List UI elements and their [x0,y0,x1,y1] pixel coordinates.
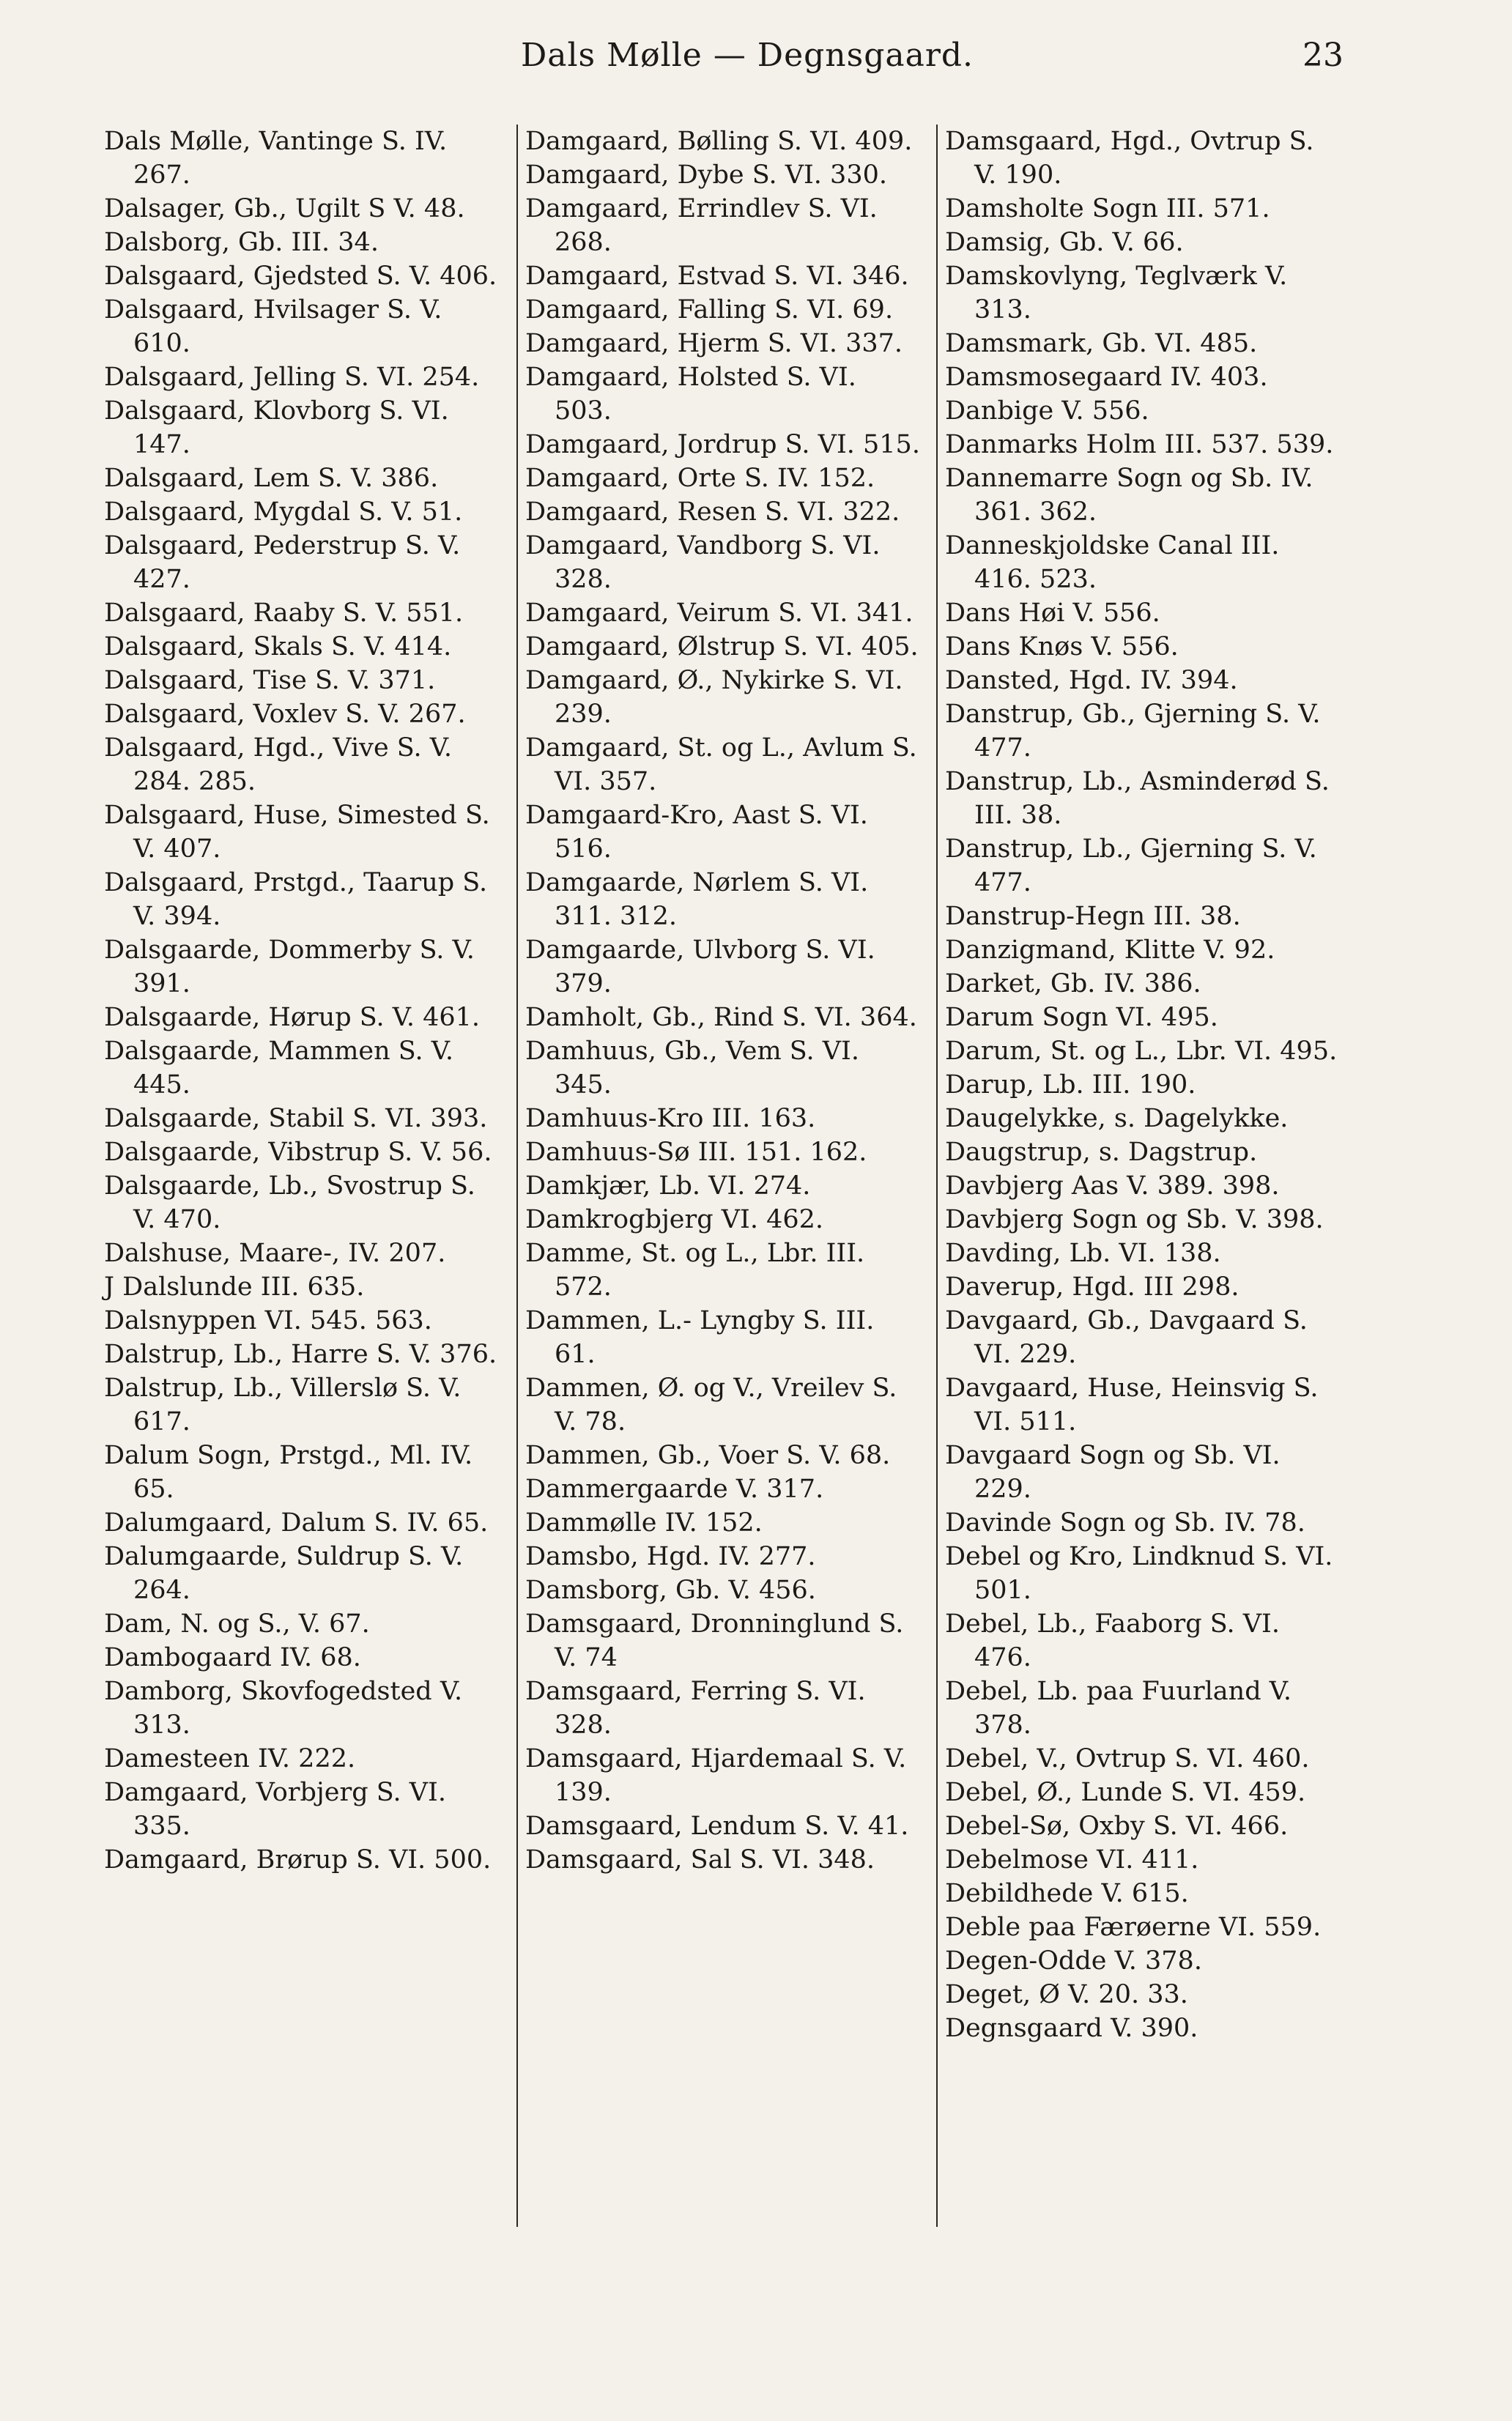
index-entry: Dalsgaard, Gjedsted S. V. 406. [104,262,497,291]
index-entry: Danstrup, Gb., Gjerning S. V. 477. [945,700,1321,763]
index-entry: Damborg, Skovfogedsted V. 313. [104,1677,463,1740]
index-entry: J Dalslunde III. 635. [104,1272,365,1302]
index-entry: Damgaard, St. og L., Avlum S. VI. 357. [525,733,917,796]
index-entry: Dans Knøs V. 556. [945,632,1179,661]
index-entry: Dalshuse, Maare-, IV. 207. [104,1239,446,1268]
index-entry: Davgaard, Gb., Davgaard S. VI. 229. [945,1306,1308,1369]
index-entry: Damsgaard, Lendum S. V. 41. [525,1812,909,1841]
index-entry: Damgaard, Orte S. IV. 152. [525,464,875,493]
index-entry: Damgaard, Resen S. VI. 322. [525,497,900,527]
index-entry: Dalsgaard, Lem S. V. 386. [104,464,439,493]
index-entry: Damgaard-Kro, Aast S. VI. 516. [525,801,868,864]
index-entry: Dalum Sogn, Prstgd., Ml. IV. 65. [104,1441,473,1504]
entry-columns [97,125,1357,2227]
index-entry: Dalsgaard, Skals S. V. 414. [104,632,452,661]
index-entry: Damsbo, Hgd. IV. 277. [525,1542,816,1571]
index-entry: Davding, Lb. VI. 138. [945,1239,1221,1268]
index-entry: Danstrup-Hegn III. 38. [945,902,1241,931]
index-entry: Damsholte Sogn III. 571. [945,194,1270,223]
index-entry: Dalsager, Gb., Ugilt S V. 48. [104,194,465,223]
index-entry: Daverup, Hgd. III 298. [945,1272,1239,1302]
index-entry: Daugelykke, s. Dagelykke. [945,1104,1289,1133]
index-entry: Dalsgaarde, Stabil S. VI. 393. [104,1104,488,1133]
index-entry: Davgaard, Huse, Heinsvig S. VI. 511. [945,1373,1319,1436]
page-number: 23 [1302,37,1344,74]
index-entry: Damgaard, Ølstrup S. VI. 405. [525,632,919,661]
index-entry: Darket, Gb. IV. 386. [945,969,1201,998]
index-entry: Damgaard, Falling S. VI. 69. [525,295,894,325]
index-entry: Damgaarde, Nørlem S. VI. 311. 312. [525,868,869,931]
index-entry: Damgaard, Bølling S. VI. 409. [525,127,913,156]
index-entry: Damsmark, Gb. VI. 485. [945,329,1258,358]
index-entry: Davgaard Sogn og Sb. VI. 229. [945,1441,1281,1504]
index-entry: Davbjerg Aas V. 389. 398. [945,1171,1280,1201]
index-entry: Dannemarre Sogn og Sb. IV. 361. 362. [945,464,1313,527]
index-entry: Debel, Ø., Lunde S. VI. 459. [945,1778,1306,1807]
index-entry: Davbjerg Sogn og Sb. V. 398. [945,1205,1324,1234]
index-entry: Damgaard, Veirum S. VI. 341. [525,598,914,628]
index-entry: Danzigmand, Klitte V. 92. [945,935,1275,965]
column-middle [516,125,936,2227]
index-entry: Damgaard, Hjerm S. VI. 337. [525,329,903,358]
index-entry: Dalumgaarde, Suldrup S. V. 264. [104,1542,464,1605]
index-entry: Damsgaard, Ferring S. VI. 328. [525,1677,866,1740]
index-entry: Davinde Sogn og Sb. IV. 78. [945,1508,1305,1538]
index-entry: Darum, St. og L., Lbr. VI. 495. [945,1037,1338,1066]
index-entry: Dalsgaarde, Lb., Svostrup S. V. 470. [104,1171,475,1234]
index-entry: Dammergaarde V. 317. [525,1475,824,1504]
index-entry: Damkjær, Lb. VI. 274. [525,1171,811,1201]
index-entry: Dammen, Gb., Voer S. V. 68. [525,1441,891,1470]
index-entry: Debelmose VI. 411. [945,1845,1199,1875]
index-entry: Debel og Kro, Lindknud S. VI. 501. [945,1542,1333,1605]
index-entry: Damesteen IV. 222. [104,1744,356,1773]
index-entry: Dammen, L.- Lyngby S. III. 61. [525,1306,875,1369]
index-entry: Damholt, Gb., Rind S. VI. 364. [525,1003,917,1032]
index-entry: Degnsgaard V. 390. [945,2014,1198,2043]
index-entry: Danstrup, Lb., Asminderød S. III. 38. [945,767,1330,830]
index-entry: Damkrogbjerg VI. 462. [525,1205,824,1234]
index-entry: Debel, Lb., Faaborg S. VI. 476. [945,1609,1280,1672]
index-entry: Damgaard, Brørup S. VI. 500. [104,1845,492,1875]
index-entry: Damhuus, Gb., Vem S. VI. 345. [525,1037,859,1100]
index-entry: Damhuus-Sø III. 151. 162. [525,1138,867,1167]
index-entry: Damgaard, Ø., Nykirke S. VI. 239. [525,666,903,729]
index-entry: Dam, N. og S., V. 67. [104,1609,370,1639]
index-entry: Damsgaard, Dronninglund S. V. 74 [525,1609,904,1672]
index-entry: Dalstrup, Lb., Harre S. V. 376. [104,1340,497,1369]
index-entry: Dammen, Ø. og V., Vreilev S. V. 78. [525,1373,897,1436]
index-entry: Dalsgaard, Mygdal S. V. 51. [104,497,463,527]
index-entry: Dalsgaard, Tise S. V. 371. [104,666,436,695]
index-entry: Dambogaard IV. 68. [104,1643,361,1672]
index-entry: Debel, V., Ovtrup S. VI. 460. [945,1744,1310,1773]
index-entry: Dalsgaarde, Vibstrup S. V. 56. [104,1138,492,1167]
index-entry: Darup, Lb. III. 190. [945,1070,1196,1100]
index-entry: Dalsgaarde, Dommerby S. V. 391. [104,935,475,998]
index-entry: Dans Høi V. 556. [945,598,1160,628]
index-entry: Damgaard, Vandborg S. VI. 328. [525,531,881,594]
index-entry: Dalsgaard, Jelling S. VI. 254. [104,363,480,392]
index-entry: Dalsgaard, Pederstrup S. V. 427. [104,531,461,594]
index-entry: Degen-Odde V. 378. [945,1946,1202,1976]
index-entry: Debel, Lb. paa Fuurland V. 378. [945,1677,1292,1740]
index-entry: Damgaard, Errindlev S. VI. 268. [525,194,878,257]
index-entry: Dalumgaard, Dalum S. IV. 65. [104,1508,489,1538]
index-entry: Danbige V. 556. [945,396,1149,426]
index-entry: Damsgaard, Hgd., Ovtrup S. V. 190. [945,127,1314,190]
index-entry: Dalsgaard, Hgd., Vive S. V. 284. 285. [104,733,453,796]
index-entry: Damsborg, Gb. V. 456. [525,1576,816,1605]
page-header [0,29,1512,81]
index-entry: Danstrup, Lb., Gjerning S. V. 477. [945,834,1317,897]
index-entry: Dalsgaard, Voxlev S. V. 267. [104,700,466,729]
index-entry: Dalsgaarde, Mammen S. V. 445. [104,1037,454,1100]
index-entry: Danmarks Holm III. 537. 539. [945,430,1334,459]
index-entry: Damsgaard, Sal S. VI. 348. [525,1845,875,1875]
index-entry: Deget, Ø V. 20. 33. [945,1980,1188,2009]
index-entry: Dalsgaard, Raaby S. V. 551. [104,598,464,628]
index-entry: Debel-Sø, Oxby S. VI. 466. [945,1812,1289,1841]
index-entry: Darum Sogn VI. 495. [945,1003,1218,1032]
index-entry: Danneskjoldske Canal III. 416. 523. [945,531,1280,594]
index-entry: Dammølle IV. 152. [525,1508,763,1538]
index-entry: Damsgaard, Hjardemaal S. V. 139. [525,1744,907,1807]
index-entry: Damme, St. og L., Lbr. III. 572. [525,1239,865,1302]
index-entry: Deble paa Færøerne VI. 559. [945,1913,1322,1942]
index-entry: Dalsgaard, Hvilsager S. V. 610. [104,295,442,358]
index-entry: Dalsgaard, Prstgd., Taarup S. V. 394. [104,868,488,931]
column-right [936,125,1356,2227]
running-header: Dals Mølle — Degnsgaard. [520,37,974,74]
index-entry: Damgaard, Holsted S. VI. 503. [525,363,856,426]
index-entry: Dalsborg, Gb. III. 34. [104,228,379,257]
index-entry: Damskovlyng, Teglværk V. 313. [945,262,1288,325]
index-entry: Dalsgaarde, Hørup S. V. 461. [104,1003,481,1032]
index-entry: Dals Mølle, Vantinge S. IV. 267. [104,127,448,190]
column-left [97,125,516,2227]
index-entry: Daugstrup, s. Dagstrup. [945,1138,1258,1167]
index-entry: Damsig, Gb. V. 66. [945,228,1184,257]
index-entry: Damgaard, Vorbjerg S. VI. 335. [104,1778,446,1841]
index-entry: Damsmosegaard IV. 403. [945,363,1268,392]
index-entry: Debildhede V. 615. [945,1879,1189,1908]
index-entry: Dalsnyppen VI. 545. 563. [104,1306,432,1335]
index-entry: Dalstrup, Lb., Villerslø S. V. 617. [104,1373,462,1436]
index-entry: Damgaard, Dybe S. VI. 330. [525,160,887,190]
index-entry: Damgaard, Estvad S. VI. 346. [525,262,909,291]
index-entry: Damhuus-Kro III. 163. [525,1104,816,1133]
index-entry: Damgaard, Jordrup S. VI. 515. [525,430,920,459]
index-entry: Dansted, Hgd. IV. 394. [945,666,1238,695]
index-entry: Dalsgaard, Klovborg S. VI. 147. [104,396,449,459]
index-entry: Damgaarde, Ulvborg S. VI. 379. [525,935,875,998]
index-entry: Dalsgaard, Huse, Simested S. V. 407. [104,801,490,864]
